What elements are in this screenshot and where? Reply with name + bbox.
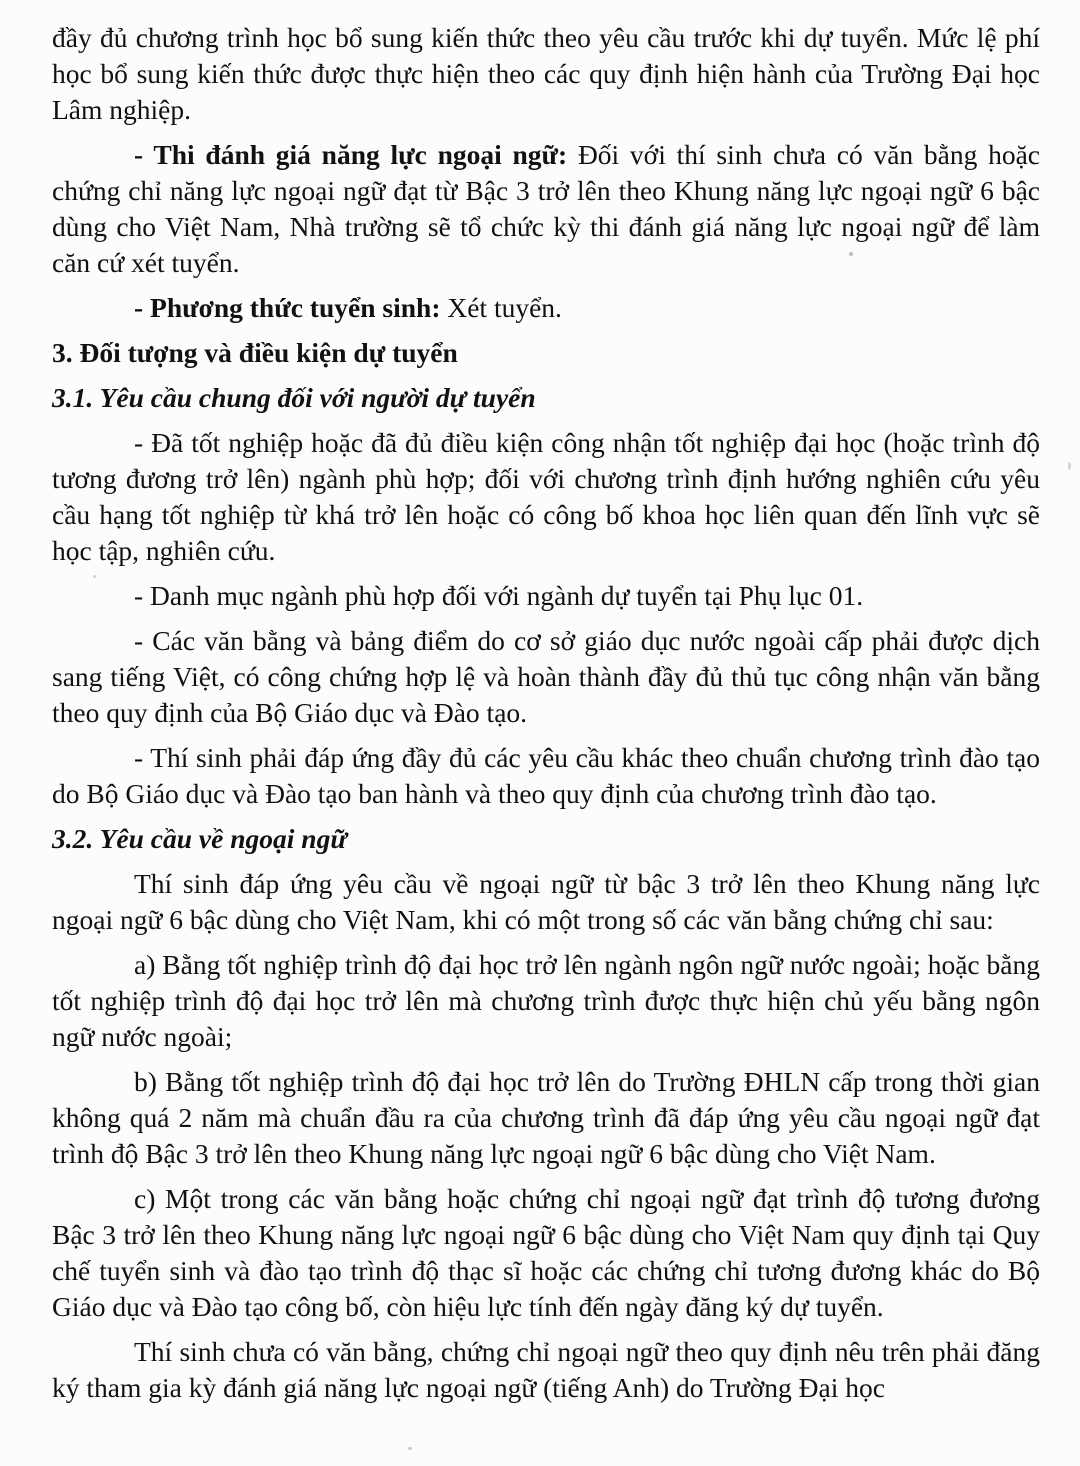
paragraph-danh-muc-nganh: - Danh mục ngành phù hợp đối với ngành dự tuyển tại Phụ lục 01.: [134, 580, 864, 611]
section-heading-3-1: 3.1. Yêu cầu chung đối với người dự tuyển: [52, 382, 536, 413]
paragraph-item-c: c) Một trong các văn bằng hoặc chứng chỉ ngoại ngữ đạt trình độ tương đương Bậc 3 trở lên theo Khung năng lực ngoại ngữ 6 bậc dùng cho Việt Nam quy định tại Quy chế tuyển sinh và đào tạo trình độ thạc sĩ hoặc các chứng chỉ tương đương khác do Bộ Giáo dục và Đào tạo công bố, còn hiệu lực tính đến ngày đăng ký dự tuyển.: [52, 1183, 1040, 1322]
paragraph-bold-lead: - Phương thức tuyển sinh:: [134, 292, 441, 323]
paragraph-thi-sinh-chua-co-van-bang: Thí sinh chưa có văn bằng, chứng chỉ ngoại ngữ theo quy định nêu trên phải đăng ký tham gia kỳ đánh giá năng lực ngoại ngữ (tiếng Anh) do Trường Đại học: [52, 1336, 1040, 1403]
section-heading-3: 3. Đối tượng và điều kiện dự tuyển: [52, 337, 458, 368]
paragraph-da-tot-nghiep: - Đã tốt nghiệp hoặc đã đủ điều kiện công nhận tốt nghiệp đại học (hoặc trình độ tương đương trở lên) ngành phù hợp; đối với chương trình định hướng nghiên cứu yêu cầu hạng tốt nghiệp từ khá trở lên hoặc có công bố khoa học liên quan đến lĩnh vực sẽ học tập, nghiên cứu.: [52, 427, 1040, 566]
paragraph-item-a: a) Bằng tốt nghiệp trình độ đại học trở lên ngành ngôn ngữ nước ngoài; hoặc bằng tốt nghiệp trình độ đại học trở lên mà chương trình được thực hiện chủ yếu bằng ngôn ngữ nước ngoài;: [52, 949, 1040, 1052]
scan-artifact: [849, 252, 853, 256]
paragraph-text: Xét tuyển.: [440, 292, 562, 323]
paragraph-yeu-cau-ngoai-ngu-intro: Thí sinh đáp ứng yêu cầu về ngoại ngữ từ bậc 3 trở lên theo Khung năng lực ngoại ngữ 6 bậc dùng cho Việt Nam, khi có một trong số các văn bằng chứng chỉ sau:: [52, 868, 1040, 935]
paragraph-van-bang-nuoc-ngoai: - Các văn bằng và bảng điểm do cơ sở giáo dục nước ngoài cấp phải được dịch sang tiếng Việt, có công chứng hợp lệ và hoàn thành đầy đủ thủ tục công nhận văn bằng theo quy định của Bộ Giáo dục và Đào tạo.: [52, 625, 1040, 728]
scan-artifact: [93, 575, 96, 578]
paragraph-item-b: b) Bằng tốt nghiệp trình độ đại học trở lên do Trường ĐHLN cấp trong thời gian không quá 2 năm mà chuẩn đầu ra của chương trình đã đáp ứng yêu cầu ngoại ngữ đạt trình độ Bậc 3 trở lên theo Khung năng lực ngoại ngữ 6 bậc dùng cho Việt Nam.: [52, 1066, 1040, 1169]
paragraph-thi-danh-gia-ngoai-ngu: [52, 137, 1040, 281]
paragraph-bold-lead: - Thi đánh giá năng lực ngoại ngữ:: [134, 139, 568, 170]
paragraph-continuation: đầy đủ chương trình học bổ sung kiến thức theo yêu cầu trước khi dự tuyển. Mức lệ phí học bổ sung kiến thức được thực hiện theo các quy định hiện hành của Trường Đại học Lâm nghiệp.: [52, 22, 1040, 125]
paragraph-text: Đối với thí sinh chưa có văn bằng hoặc chứng chỉ năng lực ngoại ngữ đạt từ Bậc 3 trở lên theo Khung năng lực ngoại ngữ 6 bậc dùng cho Việt Nam, Nhà trường sẽ tổ chức kỳ thi đánh giá năng lực ngoại ngữ để làm căn cứ xét tuyển.: [52, 139, 1040, 278]
scan-artifact: [1068, 462, 1071, 470]
section-heading-3-2: 3.2. Yêu cầu về ngoại ngữ: [52, 823, 347, 854]
paragraph-phuong-thuc-tuyen-sinh: [52, 290, 1040, 326]
paragraph-yeu-cau-khac: - Thí sinh phải đáp ứng đầy đủ các yêu cầu khác theo chuẩn chương trình đào tạo do Bộ Giáo dục và Đào tạo ban hành và theo quy định của chương trình đào tạo.: [52, 742, 1040, 809]
scan-artifact: [408, 1447, 412, 1450]
